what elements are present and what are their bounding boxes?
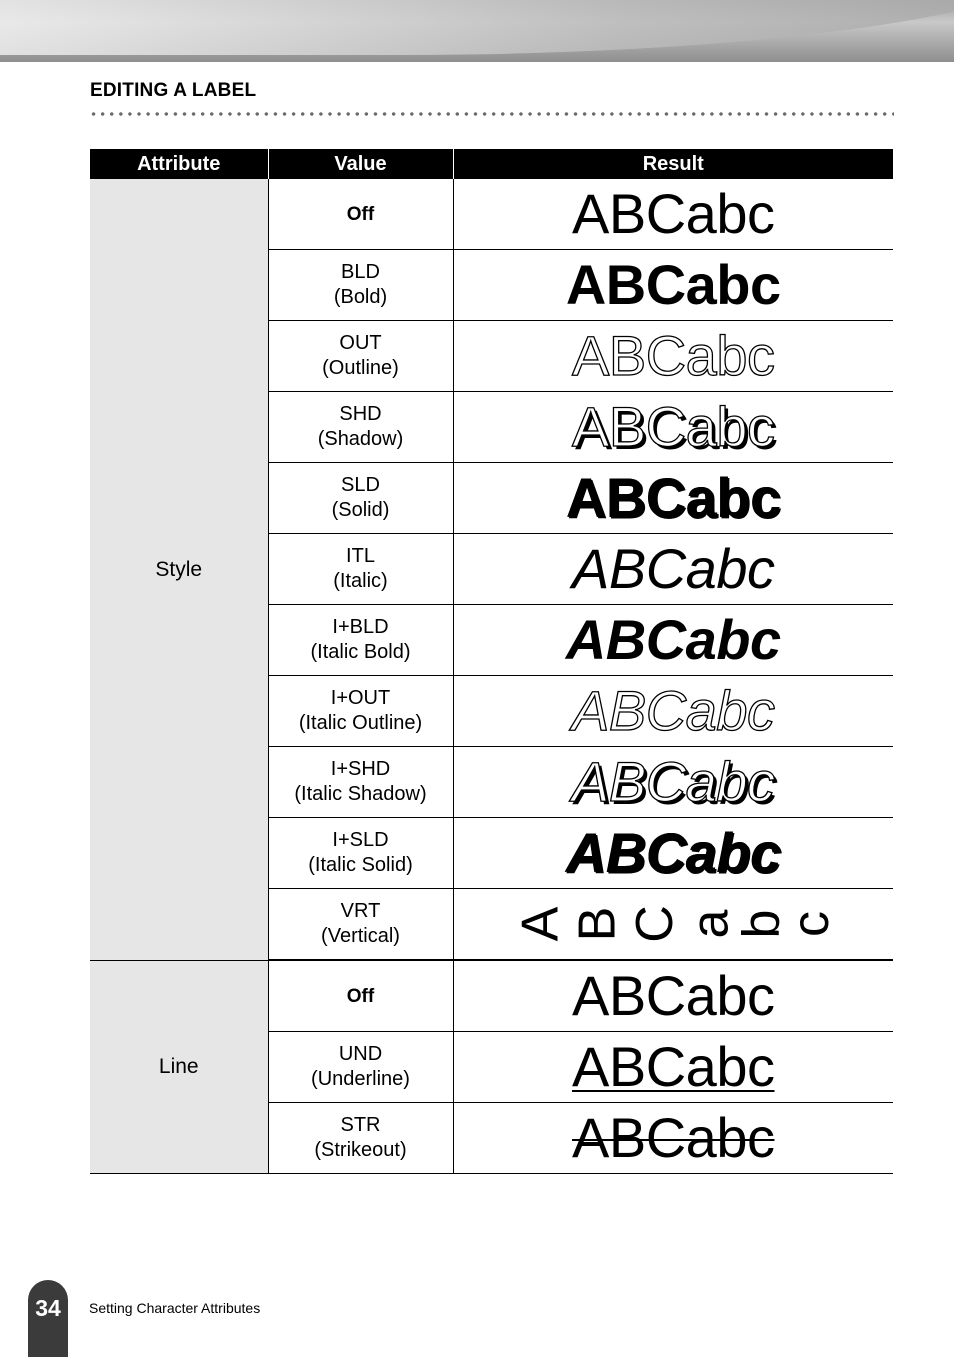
- value-cell: [268, 605, 453, 676]
- value-code: OUT: [339, 332, 382, 354]
- sample-line-off: ABCabc: [572, 964, 775, 1027]
- value-code: Off: [346, 203, 375, 225]
- vertical-char: A: [511, 906, 570, 942]
- sample-underline: ABCabc: [572, 1035, 775, 1098]
- sample-solid: ABCabc: [565, 466, 781, 529]
- result-cell: [453, 818, 893, 889]
- section-title: EDITING A LABEL: [90, 80, 257, 101]
- result-cell: [453, 676, 893, 747]
- value-code: STR: [340, 1114, 381, 1136]
- dotted-divider: [89, 111, 894, 117]
- value-code: ITL: [346, 545, 375, 567]
- value-cell: [268, 250, 453, 321]
- vertical-char: c: [781, 911, 840, 937]
- result-cell: [453, 534, 893, 605]
- attribute-cell-style: Style: [90, 179, 268, 960]
- attribute-table: [90, 149, 893, 1174]
- result-cell: [453, 250, 893, 321]
- table-row: [90, 960, 893, 1032]
- top-banner: [0, 0, 954, 62]
- value-name: (Underline): [311, 1068, 410, 1090]
- result-cell: [453, 960, 893, 1032]
- value-cell: [268, 321, 453, 392]
- result-cell: [453, 179, 893, 250]
- column-header-value: Value: [268, 149, 453, 179]
- value-code: UND: [338, 1043, 383, 1065]
- value-cell: [268, 392, 453, 463]
- value-name: (Vertical): [321, 925, 400, 947]
- sample-italic-outline: ABCabc: [572, 679, 775, 742]
- result-cell: [453, 321, 893, 392]
- page-number-tab: [28, 1280, 68, 1357]
- result-cell: [453, 1032, 893, 1103]
- value-cell: [268, 960, 453, 1032]
- result-cell: [453, 605, 893, 676]
- vertical-char: b: [732, 909, 791, 939]
- value-cell: [268, 463, 453, 534]
- vertical-char: B: [567, 906, 626, 942]
- table-row: [90, 179, 893, 250]
- sample-italic-shadow: ABCabc: [572, 750, 775, 813]
- value-cell: [268, 179, 453, 250]
- column-header-attribute: Attribute: [90, 149, 268, 179]
- value-code: I+OUT: [330, 687, 391, 709]
- value-name: (Italic Outline): [298, 712, 423, 734]
- sample-strikeout: ABCabc: [572, 1106, 775, 1169]
- sample-vertical: [454, 898, 894, 950]
- sample-shadow: ABCabc: [572, 395, 775, 458]
- value-cell: [268, 747, 453, 818]
- result-cell: [453, 463, 893, 534]
- value-name: (Shadow): [317, 428, 404, 450]
- value-code: SLD: [341, 474, 380, 496]
- sample-bold: ABCabc: [565, 253, 781, 316]
- value-code: BLD: [341, 261, 380, 283]
- value-code: I+SHD: [330, 758, 391, 780]
- value-cell: [268, 889, 453, 961]
- value-code: Off: [346, 985, 375, 1007]
- sample-italic: ABCabc: [572, 537, 775, 600]
- value-name: (Solid): [331, 499, 390, 521]
- sample-off: ABCabc: [572, 182, 775, 245]
- vertical-char: C: [626, 905, 685, 943]
- value-code: I+SLD: [332, 829, 389, 851]
- sample-outline: ABCabc: [572, 324, 775, 387]
- value-name: (Outline): [322, 357, 399, 379]
- result-cell: [453, 392, 893, 463]
- value-name: (Italic Bold): [310, 641, 411, 663]
- result-cell: [453, 747, 893, 818]
- value-code: VRT: [340, 900, 381, 922]
- footer-text: Setting Character Attributes: [89, 1300, 261, 1316]
- value-code: I+BLD: [332, 616, 389, 638]
- value-name: (Bold): [333, 286, 388, 308]
- sample-italic-bold: ABCabc: [565, 608, 781, 671]
- value-cell: [268, 676, 453, 747]
- value-cell: [268, 1103, 453, 1174]
- page-number: 34: [35, 1295, 61, 1321]
- value-cell: [268, 1032, 453, 1103]
- value-name: (Italic Shadow): [294, 783, 427, 805]
- value-cell: [268, 534, 453, 605]
- table-header-row: [90, 149, 893, 179]
- value-cell: [268, 818, 453, 889]
- attribute-cell-line: Line: [90, 960, 268, 1174]
- column-header-result: Result: [453, 149, 893, 179]
- result-cell: [453, 889, 893, 961]
- result-cell: [453, 1103, 893, 1174]
- value-name: (Italic): [333, 570, 388, 592]
- value-name: (Strikeout): [314, 1139, 407, 1161]
- vertical-char: a: [681, 909, 740, 939]
- value-name: (Italic Solid): [308, 854, 413, 876]
- value-code: SHD: [339, 403, 382, 425]
- sample-italic-solid: ABCabc: [565, 821, 781, 884]
